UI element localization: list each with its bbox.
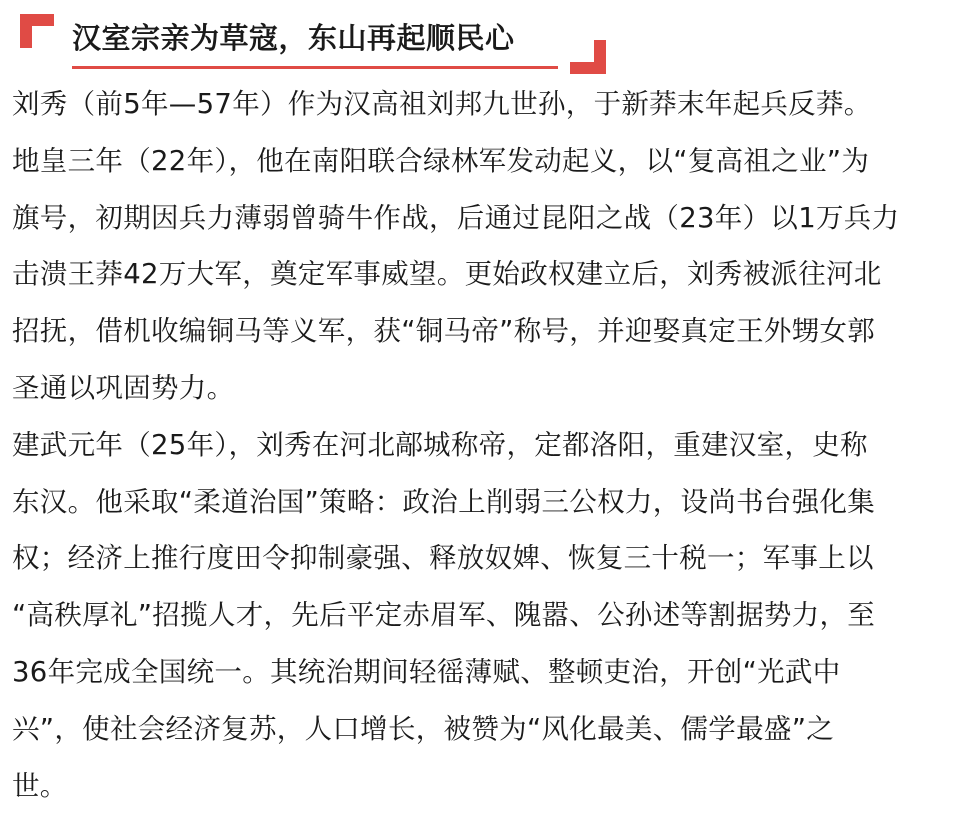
title-underline	[72, 66, 558, 69]
paragraph-2: 建武元年（25年），刘秀在河北鄗城称帝，定都洛阳，重建汉室，史称 东汉。他采取“柔道治国”策略：政治上削弱三公权力，设尚书台强化集 权；经济上推行度田令抑制豪强、释放奴婢、恢复三十税一；军事上以 “高秩厚礼”招揽人才，先后平定赤眉军、隗嚣、公孙述等割据势力，至 36年完成全国统一。其统治期间轻徭薄赋、整顿吏治，开创“光武中 兴”，使社会经济复苏，人口增长，被赞为“风化最美、儒学最盛”之 世。	[12, 428, 876, 802]
section-heading	[20, 14, 610, 74]
article-body	[12, 76, 954, 814]
corner-bracket-bottom-right-icon	[570, 40, 606, 74]
page-title: 汉室宗亲为草寇，东山再起顺民心	[72, 21, 515, 55]
paragraph-1: 刘秀（前5年—57年）作为汉高祖刘邦九世孙，于新莽末年起兵反莽。 地皇三年（22年），他在南阳联合绿林军发动起义，以“复高祖之业”为 旗号，初期因兵力薄弱曾骑牛作战，后通过昆阳之战（23年）以1万兵力 击溃王莽42万大军，奠定军事威望。更始政权建立后，刘秀被派往河北 招抚，借机收编铜马等义军，获“铜马帝”称号，并迎娶真定王外甥女郭 圣通以巩固势力。	[12, 88, 900, 404]
corner-bracket-top-left-icon	[20, 14, 54, 48]
